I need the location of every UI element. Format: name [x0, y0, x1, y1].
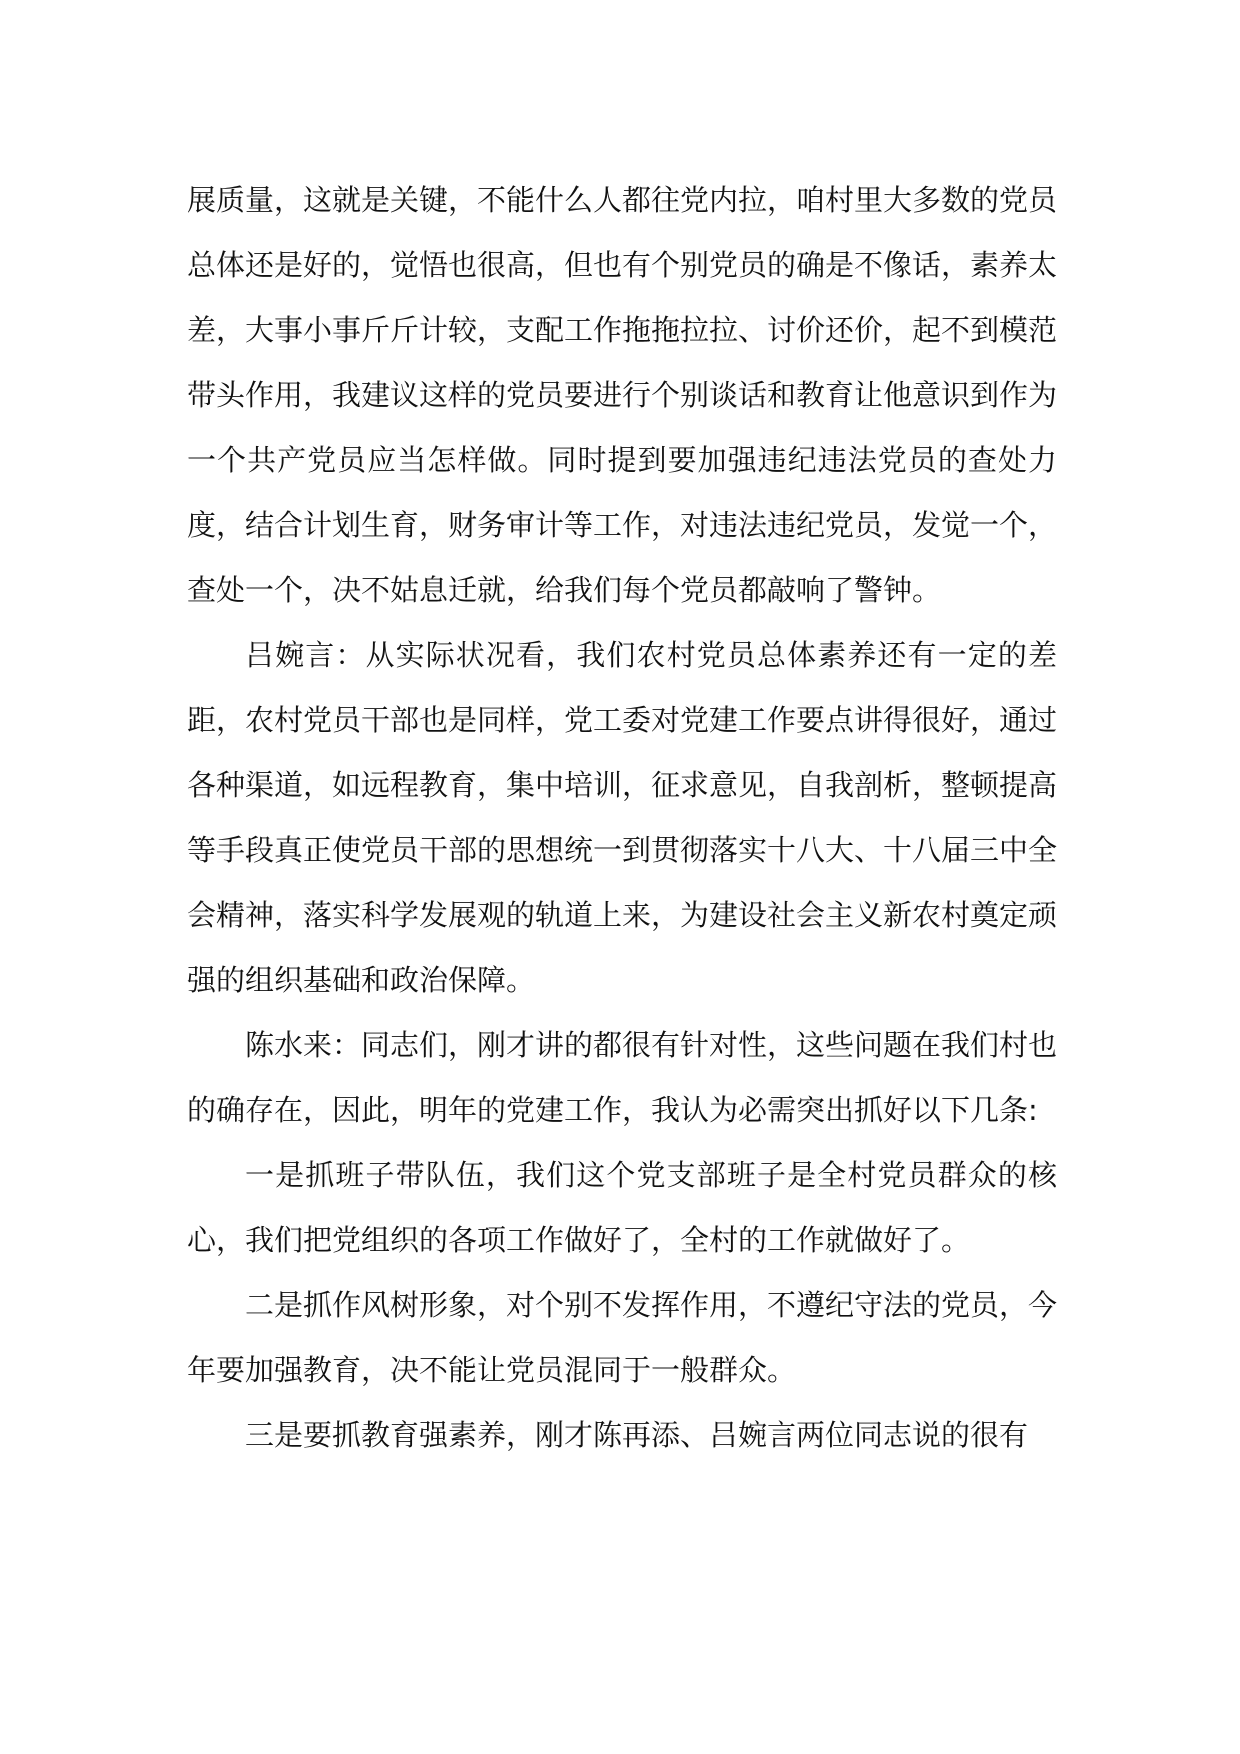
paragraph-point-two: 二是抓作风树形象，对个别不发挥作用，不遵纪守法的党员，今年要加强教育，决不能让党员混同于一般群众。 [187, 1288, 1058, 1387]
paragraph-point-one: 一是抓班子带队伍，我们这个党支部班子是全村党员群众的核心，我们把党组织的各项工作做好了，全村的工作就做好了。 [187, 1158, 1057, 1257]
paragraph-lv-wanyan: 吕婉言：从实际状况看，我们农村党员总体素养还有一定的差距，农村党员干部也是同样，党工委对党建工作要点讲得很好，通过各种渠道，如远程教育，集中培训，征求意见，自我剖析，整顿提高等手段真正使党员干部的思想统一到贯彻落实十八大、十八届三中全会精神，落实科学发展观的轨道上来，为建设社会主义新农村奠定顽强的组织基础和政治保障。 [187, 638, 1058, 997]
paragraph-point-three: 三是要抓教育强素养，刚才陈再添、吕婉言两位同志说的很有 [245, 1418, 1029, 1452]
paragraph-continuation: 展质量，这就是关键，不能什么人都往党内拉，咱村里大多数的党员总体还是好的，觉悟也很高，但也有个别党员的确是不像话，素养太差，大事小事斤斤计较，支配工作拖拖拉拉、讨价还价，起不到模范带头作用，我建议这样的党员要进行个别谈话和教育让他意识到作为一个共产党员应当怎样做。同时提到要加强违纪违法党员的查处力度，结合计划生育，财务审计等工作，对违法违纪党员，发觉一个，查处一个，决不姑息迁就，给我们每个党员都敲响了警钟。 [187, 183, 1058, 607]
document-body [187, 168, 1057, 1468]
paragraph-chen-shuilai: 陈水来：同志们，刚才讲的都很有针对性，这些问题在我们村也的确存在，因此，明年的党建工作，我认为必需突出抓好以下几条: [187, 1028, 1058, 1127]
